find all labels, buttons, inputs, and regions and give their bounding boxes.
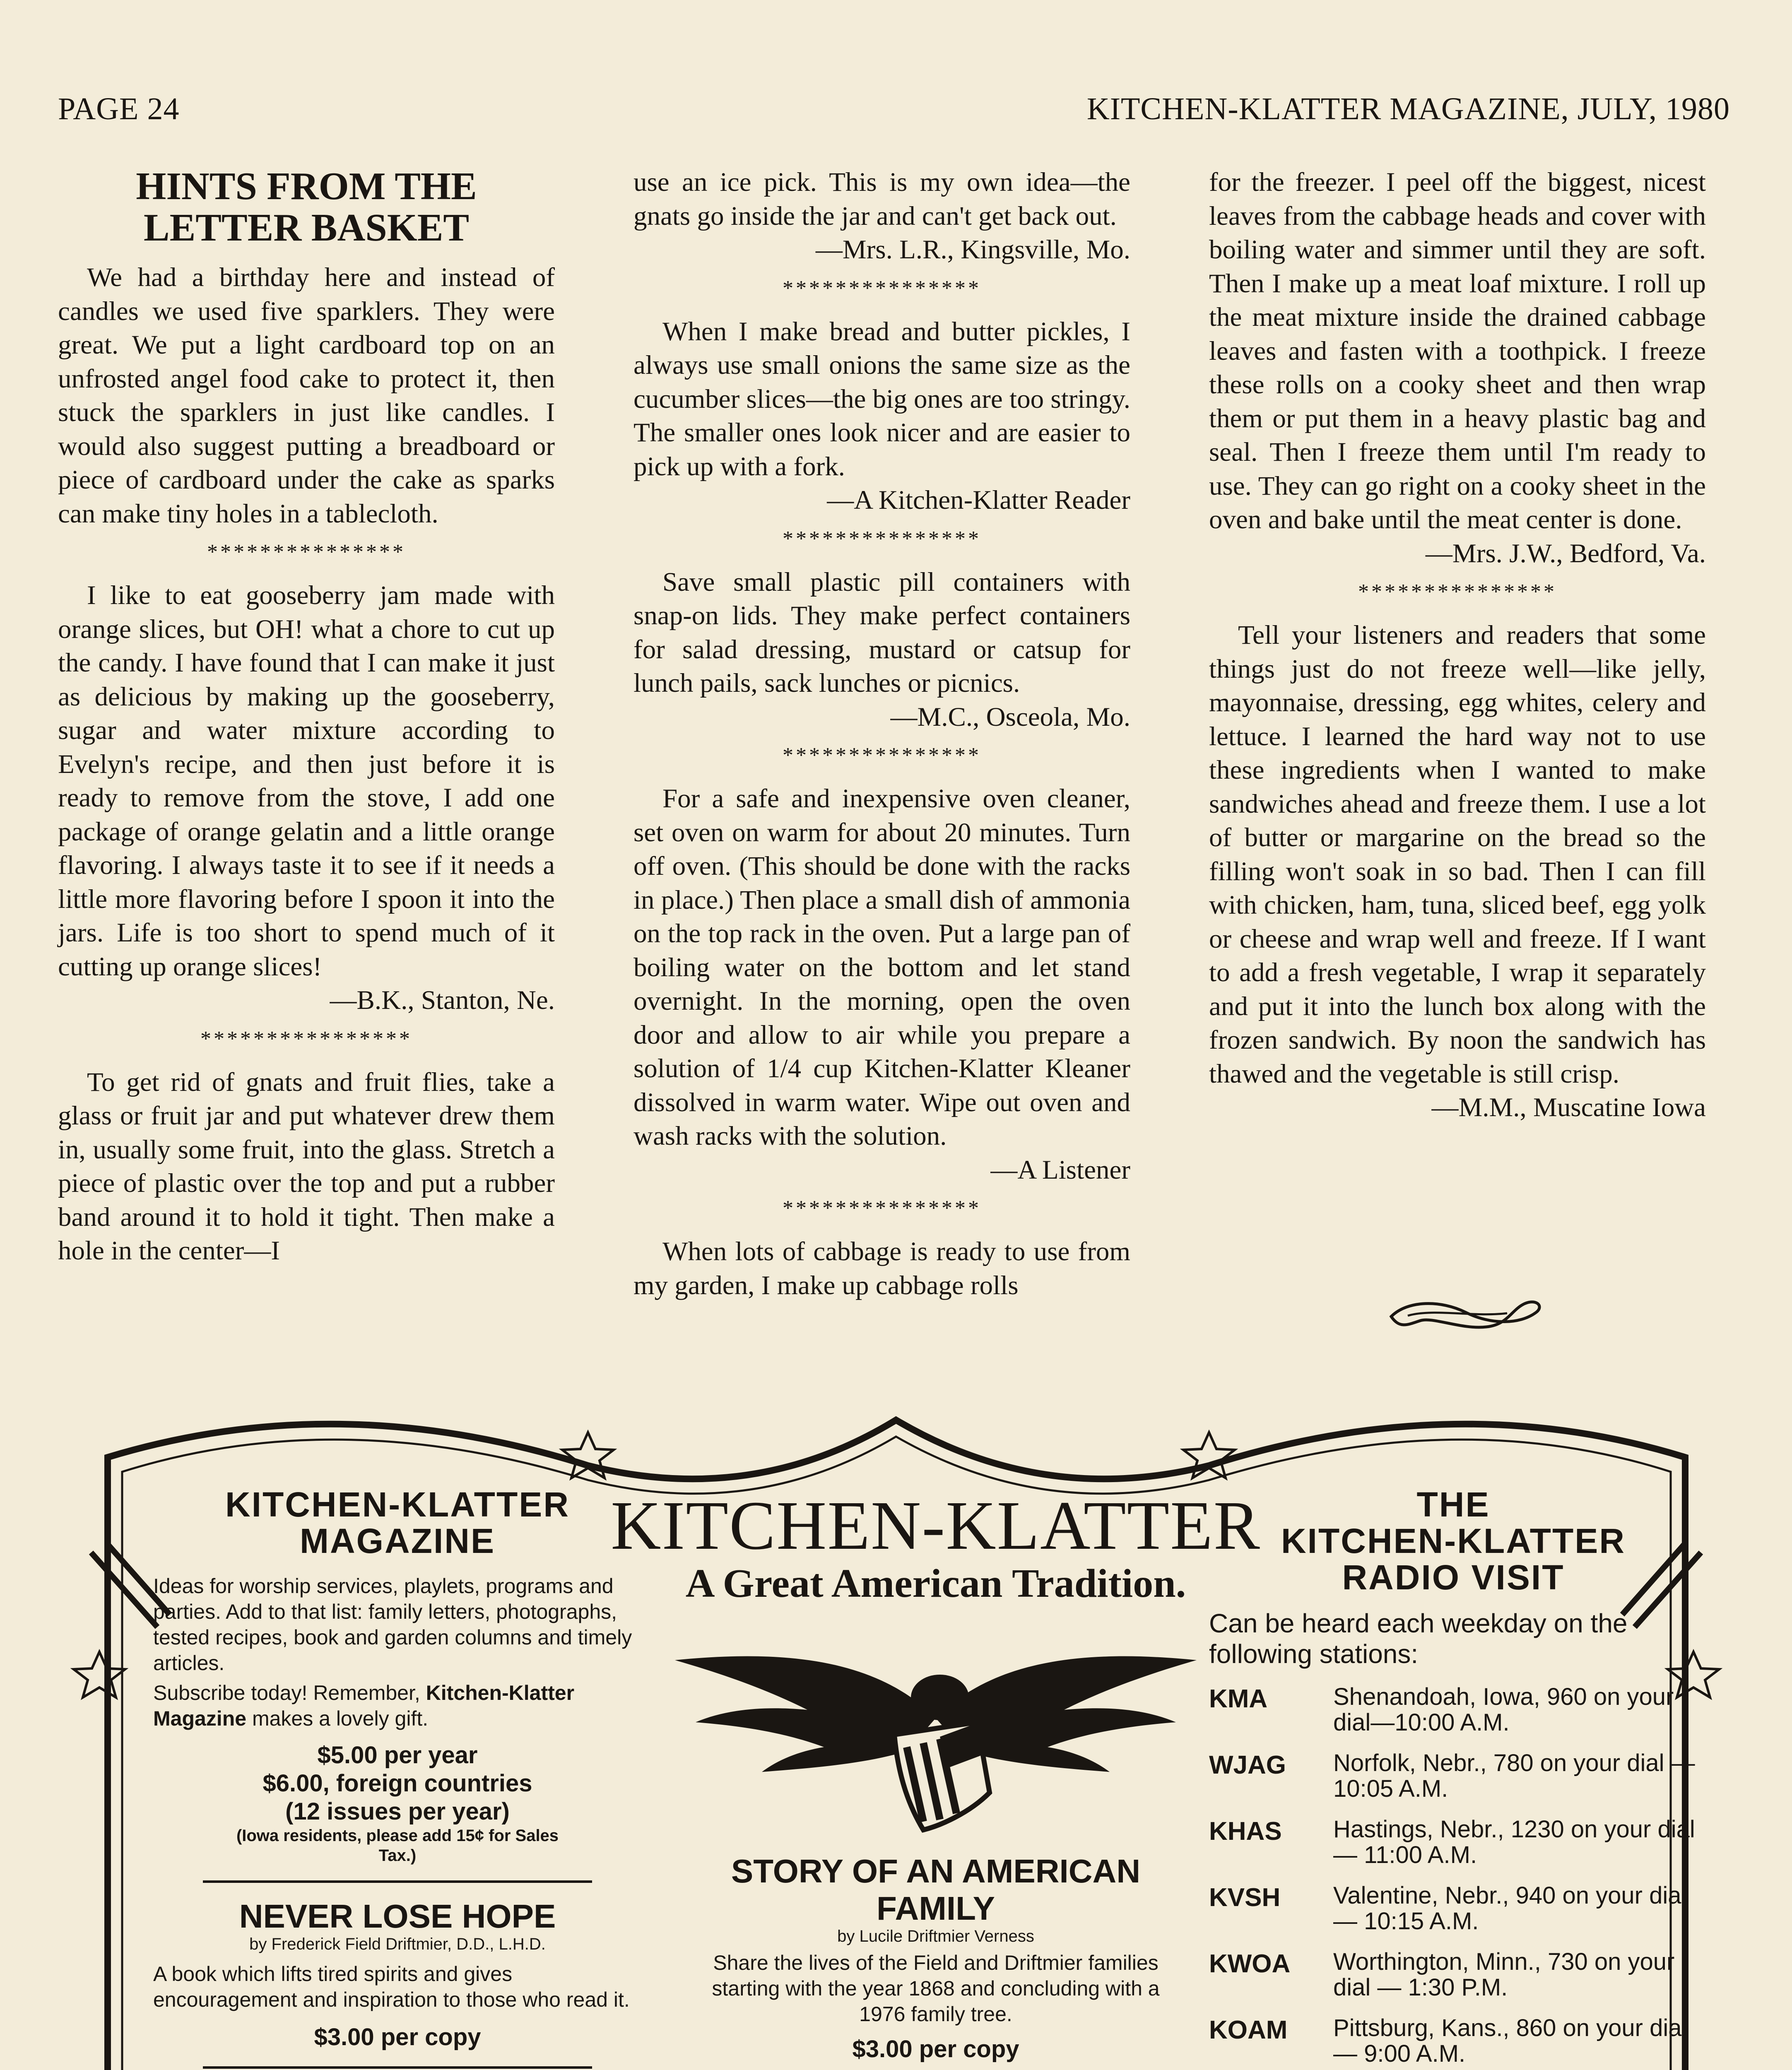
station-call-sign: KWOA [1209, 1950, 1291, 1978]
signature: —Mrs. L.R., Kingsville, Mo. [815, 235, 1130, 265]
star-divider: *************** [1358, 580, 1557, 604]
page-number: PAGE 24 [58, 91, 180, 126]
column-2 [633, 166, 1130, 1302]
station-info: Hastings, Nebr., 1230 on your dial — 11:00 A.M. [1333, 1816, 1695, 1868]
station-list [1209, 1684, 1698, 2070]
divider-rule [203, 2066, 592, 2069]
eagle-shield-icon [625, 1615, 1246, 1838]
book-title: NEVER LOSE HOPE [239, 1898, 556, 1935]
magazine-price: $5.00 per year [317, 1742, 478, 1769]
kitchen-klatter-advertisement [50, 1395, 1742, 2070]
star-divider: *************** [783, 527, 981, 551]
radio-title-top: THE [1416, 1485, 1490, 1524]
station-call-sign: KMA [1209, 1685, 1268, 1713]
tax-note: (Iowa residents, please add 15¢ for Sales Tax.) [236, 1827, 559, 1865]
book-author: by Frederick Field Driftmier, D.D., L.H.D. [249, 1935, 546, 1953]
station-row [1209, 1684, 1698, 1735]
hint-paragraph: Save small plastic pill containers with snap-on lids. They make perfect containers for salad dressing, mustard or catsup for lunch pails, sack lunches or picnics. [633, 567, 1130, 698]
magazine-description: Ideas for worship services, playlets, programs and parties. Add to that list: family letters, photographs, tested recipes, book and garden columns and timely articles. [153, 1574, 632, 1675]
hint-paragraph: use an ice pick. This is my own idea—the gnats go inside the jar and can't get back out. [633, 167, 1130, 231]
story-book-title: STORY OF AN AMERICAN FAMILY [731, 1853, 1141, 1927]
signature: —B.K., Stanton, Ne. [330, 985, 555, 1015]
hint-paragraph: Tell your listeners and readers that some things just do not freeze well—like jelly, mayonnaise, dressing, egg whites, celery and lettuce. I learned the hard way not to use these ingredients when I wanted to make sandwiches ahead and freeze them. I use a lot of butter or margarine on the bread so the filling won't soak in so bad. Then I can fill with chicken, ham, tuna, sliced beef, egg yolk or cheese and wrap well and freeze. If I want to add a fresh vegetable, I wrap it separately and put it into the lunch box along with the frozen sandwich. By noon the sandwich has thawed and the vegetable is still crisp. [1209, 620, 1706, 1089]
hint-paragraph: When I make bread and butter pickles, I always use small onions the same size as the cucumber slices—the big ones are too stringy. The smaller ones look nicer and are easier to pick up with a fork. [633, 316, 1130, 481]
story-author: by Lucile Driftmier Verness [837, 1927, 1034, 1945]
station-row [1209, 1750, 1698, 1802]
star-divider: *************** [783, 276, 981, 300]
station-call-sign: KOAM [1209, 2016, 1288, 2044]
hint-paragraph: for the freezer. I peel off the biggest, nicest leaves from the cabbage heads and cover with boiling water and simmer until they are soft. Then I make up a meat loaf mixture. I roll up the meat mixture inside the drained cabbage leaves and fasten with a toothpick. I freeze these rolls on a cooky sheet and then wrap them or put them in a heavy plastic bag and seal. Then I freeze them until I'm ready to use. They can go right on a cooky sheet in the oven and bake until the meat center is done. [1209, 167, 1706, 534]
station-info: Worthington, Minn., 730 on your dial — 1:30 P.M. [1333, 1948, 1675, 2001]
signature: —M.M., Muscatine Iowa [1431, 1093, 1706, 1122]
station-row [1209, 2015, 1698, 2067]
station-call-sign: KVSH [1209, 1883, 1281, 1912]
radio-title-bottom: RADIO VISIT [1342, 1558, 1565, 1597]
hint-paragraph: For a safe and inexpensive oven cleaner, set oven on warm for about 20 minutes. Turn off oven. (This should be done with the racks in place.) Then place a small dish of ammonia on the top rack in the oven. Put a large pan of boiling water on the bottom and let stand overnight. In the morning, open the oven door and allow to air while you prepare a solution of 1/4 cup Kitchen-Klatter Kleaner dissolved in warm water. Wipe out oven and wash racks with the solution. [633, 784, 1130, 1151]
hint-paragraph: To get rid of gnats and fruit flies, take a glass or fruit jar and put whatever drew them in, usually some fruit, into the glass. Stretch a piece of plastic over the top and put a rubber band around it to hold it tight. Then make a hole in the center—I [58, 1067, 555, 1266]
hint-paragraph: We had a birthday here and instead of candles we used five sparklers. They were great. We put a light cardboard top on an unfrosted angel food cake to protect it, then stuck the sparklers in just like candles. I would also suggest putting a breadboard or piece of cardboard under the cake as sparks can make tiny holes in a tablecloth. [58, 262, 555, 529]
book-price: $3.00 per copy [314, 2024, 481, 2051]
signature: —A Kitchen-Klatter Reader [827, 485, 1130, 515]
star-divider: **************** [200, 1027, 412, 1051]
radio-intro: Can be heard each weekday on the following stations: [1209, 1608, 1628, 1669]
radio-ad-section [1209, 1486, 1698, 2070]
station-call-sign: KHAS [1209, 1817, 1282, 1846]
signature: —Mrs. J.W., Bedford, Va. [1425, 538, 1706, 568]
signature: —A Listener [990, 1155, 1130, 1185]
hint-paragraph: When lots of cabbage is ready to use from my garden, I make up cabbage rolls [633, 1237, 1130, 1300]
foreign-price: $6.00, foreign countries [263, 1770, 532, 1797]
flourish-ornament-icon [1383, 1292, 1549, 1337]
story-description: Share the lives of the Field and Driftmier families starting with the year 1868 and concluding with a 1976 family tree. [712, 1951, 1160, 2026]
hint-paragraph: I like to eat gooseberry jam made with orange slices, but OH! what a chore to cut up the candy. I have found that I can make it just as delicious by making up the gooseberry, sugar and water mixture according to Evelyn's recipe, and then just before it is ready to remove from the stove, I add one package of orange gelatin and a little orange flavoring. I always taste it to see if it needs a little more flavoring before I spoon it into the jars. Life is too short to spend much of it cutting up orange slices! [58, 580, 555, 982]
magazine-title: KITCHEN-KLATTER MAGAZINE, JULY, 1980 [1086, 91, 1730, 126]
subscribe-prefix: Subscribe today! Remember, [153, 1681, 420, 1704]
article-heading: HINTS FROM THE LETTER BASKET [136, 165, 477, 249]
signature: —M.C., Osceola, Mo. [890, 702, 1130, 732]
star-divider: *************** [783, 1196, 981, 1220]
issues-count: (12 issues per year) [285, 1798, 510, 1825]
station-info: Valentine, Nebr., 940 on your dial — 10:15 A.M. [1333, 1882, 1687, 1935]
star-divider: *************** [783, 744, 981, 767]
station-row [1209, 1817, 1698, 1868]
ad-tagline: A Great American Tradition. [685, 1561, 1186, 1606]
column-3 [1209, 166, 1706, 1125]
station-info: Shenandoah, Iowa, 960 on your dial—10:00 A.M. [1333, 1683, 1674, 1736]
subscribe-text [153, 1680, 642, 1731]
station-call-sign: WJAG [1209, 1751, 1286, 1779]
station-info: Norfolk, Nebr., 780 on your dial — 10:05 A.M. [1333, 1750, 1695, 1802]
ad-main-title: KITCHEN-KLATTER [611, 1487, 1261, 1564]
subscribe-suffix: makes a lovely gift. [252, 1707, 429, 1730]
radio-title-mid: KITCHEN-KLATTER [1281, 1521, 1626, 1560]
station-row [1209, 1949, 1698, 2000]
story-price: $3.00 per copy [852, 2036, 1019, 2063]
center-ad-section [588, 1487, 1284, 2070]
column-1 [58, 166, 555, 1268]
subscribe-bold: Kitchen-Klatter Magazine [153, 1681, 575, 1730]
divider-rule [203, 1880, 592, 1883]
station-info: Pittsburg, Kans., 860 on your dial — 9:00 A.M. [1333, 2015, 1687, 2067]
magazine-ad-title: KITCHEN-KLATTER MAGAZINE [225, 1485, 570, 1560]
magazine-ad-section [153, 1486, 642, 2070]
star-divider: *************** [207, 540, 406, 564]
book-description: A book which lifts tired spirits and gives encouragement and inspiration to those who read it. [153, 1962, 630, 2011]
station-row [1209, 1883, 1698, 1934]
